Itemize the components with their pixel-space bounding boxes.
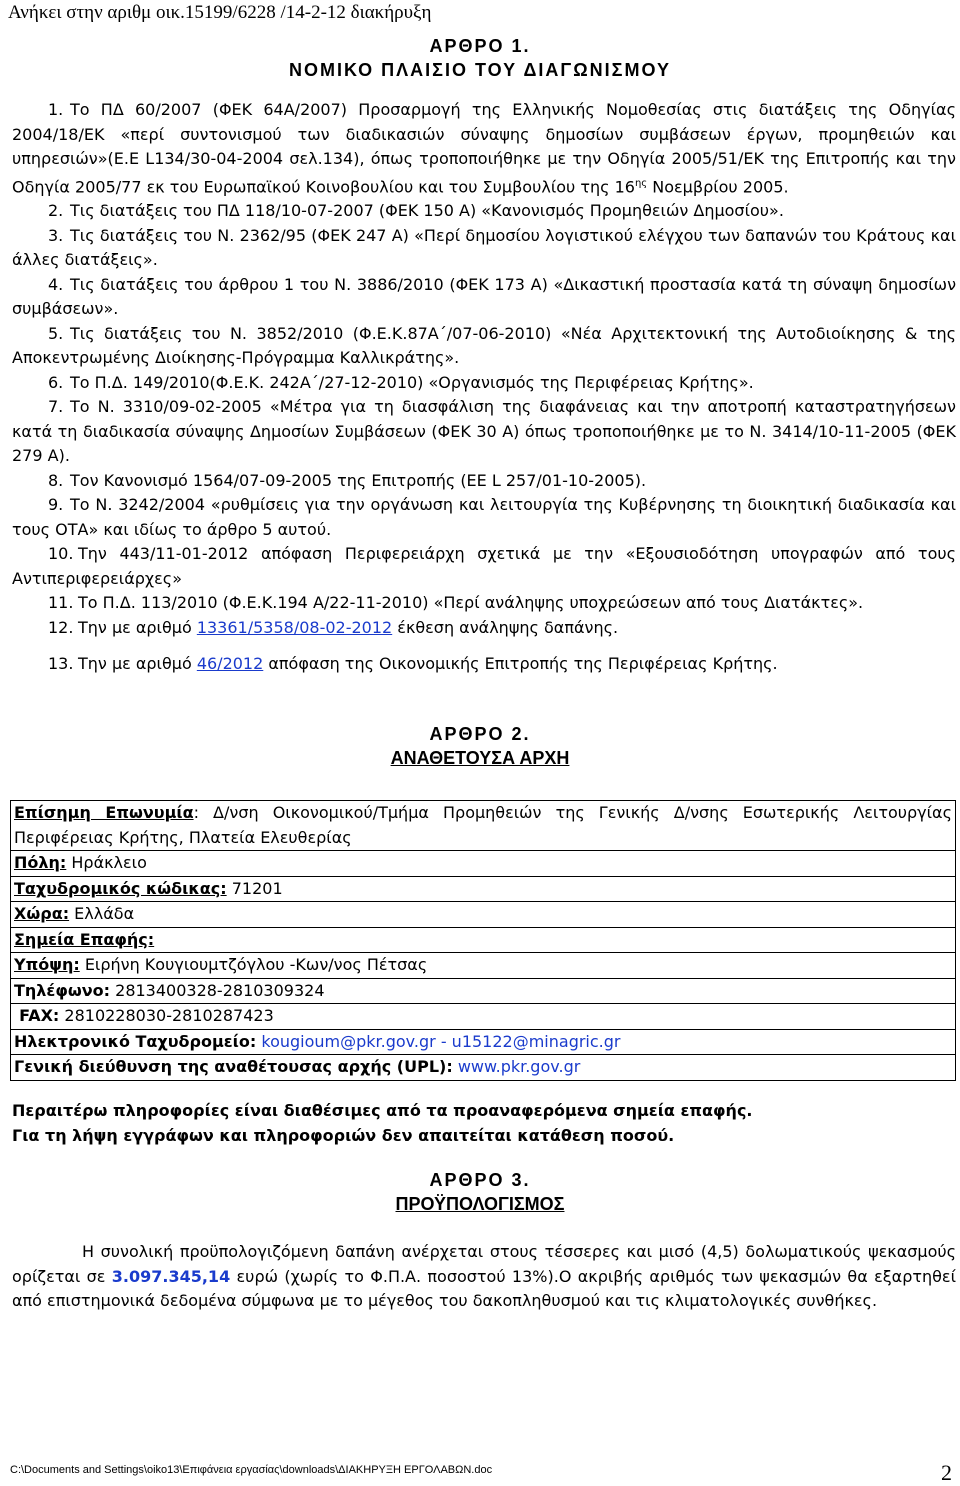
- header-note: Ανήκει στην αριθμ οικ.15199/6228 /14-2-12 διακήρυξη: [8, 2, 432, 23]
- further-info: [12, 1098, 956, 1148]
- reference-link[interactable]: 46/2012: [196, 654, 264, 674]
- article-2-subtitle: ΑΝΑΘΕΤΟΥΣΑ ΑΡΧΗ: [390, 748, 570, 768]
- budget-paragraph: Η συνολική προϋπολογιζόμενη δαπάνη ανέρχεται στους τέσσερες και μισό (4,5) δολωματικούς ψεκασμούς ορίζεται σε 3.097.345,14 ευρώ (χωρίς το Φ.Π.Α. ποσοστού 13%).Ο ακριβής αριθμός των ψεκασμών θα εξαρτηθεί από επιστημονικά δεδομένα σύμφωνα με το μέγεθος του δακοπληθυσμού και τις κλιματολογικές συνθήκες.: [12, 1242, 956, 1310]
- email-row: Ηλεκτρονικό Ταχυδρομείο: kougioum@pkr.gov.gr - u15122@minagric.gr: [11, 1029, 955, 1055]
- url-row: Γενική διεύθυνση της αναθέτουσας αρχής (UPL): www.pkr.gov.gr: [11, 1054, 955, 1080]
- article-3-title: ΑΡΘΡΟ 3.: [429, 1170, 531, 1190]
- list-item: 2. Τις διατάξεις του ΠΔ 118/10-07-2007 (ΦΕΚ 150 Α) «Κανονισμός Προμηθειών Δημοσίου».: [48, 201, 784, 221]
- article-1-subtitle: ΝΟΜΙΚΟ ΠΛΑΙΣΙΟ ΤΟΥ ΔΙΑΓΩΝΙΣΜΟΥ: [289, 60, 671, 80]
- fax-row: FAX: 2810228030-2810287423: [11, 1003, 955, 1029]
- phone-row: Τηλέφωνο: 2813400328-2810309324: [11, 978, 955, 1004]
- official-name-row: Επίσημη Επωνυμία: Δ/νση Οικονομικού/Τμήμα Προμηθειών της Γενικής Δ/νσης Εσωτερικής Λειτουργίας Περιφέρειας Κρήτης, Πλατεία Ελευθερίας: [14, 803, 952, 847]
- email-link[interactable]: kougioum@pkr.gov.gr - u15122@minagric.gr: [261, 1031, 621, 1051]
- list-item: 5. Τις διατάξεις του Ν. 3852/2010 (Φ.Ε.Κ.87Α΄/07-06-2010) «Νέα Αρχιτεκτονική της Αυτοδιοίκησης & της Αποκεντρωμένης Διοίκησης-Πρόγραμμα Καλλικράτης».: [12, 323, 956, 368]
- info-line-2: Για τη λήψη εγγράφων και πληροφοριών δεν απαιτείται κατάθεση ποσού.: [12, 1126, 675, 1145]
- article-1-heading: [0, 34, 960, 82]
- article-1-title: ΑΡΘΡΟ 1.: [429, 36, 531, 56]
- website-link[interactable]: www.pkr.gov.gr: [457, 1057, 581, 1076]
- country-row: Χώρα: Ελλάδα: [11, 901, 955, 927]
- footer-file-path: C:\Documents and Settings\oiko13\Επιφάνεια εργασίας\downloads\ΔΙΑΚΗΡΥΞΗ ΕΡΓΟΛΑΒΩΝ.doc: [10, 1464, 493, 1476]
- article-2-title: ΑΡΘΡΟ 2.: [429, 724, 531, 744]
- city-row: Πόλη: Ηράκλειο: [11, 850, 955, 876]
- info-line-1: Περαιτέρω πληροφορίες είναι διαθέσιμες από τα προαναφερόμενα σημεία επαφής.: [12, 1101, 753, 1120]
- list-item: 9. Το Ν. 3242/2004 «ρυθμίσεις για την οργάνωση και λειτουργία της Κυβέρνησης τη διοικητική διαδικασία και τους ΟΤΑ» και ιδίως το άρθρο 5 αυτού.: [12, 495, 956, 539]
- list-item: 6. Το Π.Δ. 149/2010(Φ.Ε.Κ. 242Α΄/27-12-2010) «Οργανισμός της Περιφέρειας Κρήτης».: [48, 372, 754, 392]
- article-3-heading: [0, 1168, 960, 1216]
- attention-row: Υπόψη: Ειρήνη Κουγιουμτζόγλου -Κων/νος Πέτσας: [11, 952, 955, 978]
- article-3-subtitle: ΠΡΟΫΠΟΛΟΓΙΣΜΟΣ: [395, 1194, 565, 1214]
- list-item: 13. Την με αριθμό 46/2012 απόφαση της Οικονομικής Επιτροπής της Περιφέρειας Κρήτης.: [48, 654, 778, 674]
- list-item: 8. Τον Κανονισμό 1564/07-09-2005 της Επιτροπής (ΕΕ L 257/01-10-2005).: [48, 470, 647, 490]
- list-item: 1. Το ΠΔ 60/2007 (ΦΕΚ 64Α/2007) Προσαρμογή της Ελληνικής Νομοθεσίας στις διατάξεις της Οδηγίας 2004/18/ΕΚ «περί συντονισμού των διαδικασιών σύναψης δημοσίων συμβάσεων έργων, προμηθειών και υπηρεσιών»(Ε.Ε L134/30-04-2004 σελ.134), όπως τροποποιήθηκε με την Οδηγία 2005/51/ΕΚ της Επιτροπής και την Οδηγία 2005/77 εκ του Ευρωπαϊκού Κοινοβουλίου και του Συμβουλίου της $16^{\eta\varsigma}$ Νοεμβρίου 2005.: [12, 100, 956, 196]
- list-item: 3. Τις διατάξεις του Ν. 2362/95 (ΦΕΚ 247 Α) «Περί δημοσίου λογιστικού ελέγχου των δαπανών του Κράτους και άλλες διατάξεις».: [12, 225, 956, 270]
- page-number: 2: [941, 1460, 952, 1485]
- contracting-authority-box: [10, 800, 956, 1081]
- list-item: 11. Το Π.Δ. 113/2010 (Φ.Ε.Κ.194 Α/22-11-2010) «Περί ανάληψης υποχρεώσεων από τους Διατάκτες».: [48, 593, 864, 613]
- postal-row: Ταχυδρομικός κώδικας: 71201: [11, 876, 955, 902]
- reference-link[interactable]: 13361/5358/08-02-2012: [196, 617, 393, 637]
- list-item: 12. Την με αριθμό 13361/5358/08-02-2012 έκθεση ανάληψης δαπάνης.: [48, 617, 619, 637]
- list-item: 4. Τις διατάξεις του άρθρου 1 του Ν. 3886/2010 (ΦΕΚ 173 Α) «Δικαστική προστασία κατά τη σύναψη δημοσίων συμβάσεων».: [12, 274, 956, 319]
- article-2-heading: [0, 722, 960, 770]
- budget-amount: 3.097.345,14: [111, 1266, 231, 1286]
- list-item: 7. Το Ν. 3310/09-02-2005 «Μέτρα για τη διασφάλιση της διαφάνειας και την αποτροπή καταστρατηγήσεων κατά τη διαδικασία σύναψης Δημοσίων Συμβάσεων (ΦΕΚ 30 Α) όπως τροποποιήθηκε με το Ν. 3414/10-11-2005 (ΦΕΚ 279 Α).: [12, 397, 956, 466]
- contact-row: Σημεία Επαφής:: [11, 927, 955, 953]
- list-item: 10. Την 443/11-01-2012 απόφαση Περιφερειάρχη σχετικά με την «Εξουσιοδότηση υπογραφών από τους Αντιπεριφερειάρχες»: [12, 544, 956, 588]
- legal-framework-list: [12, 98, 956, 677]
